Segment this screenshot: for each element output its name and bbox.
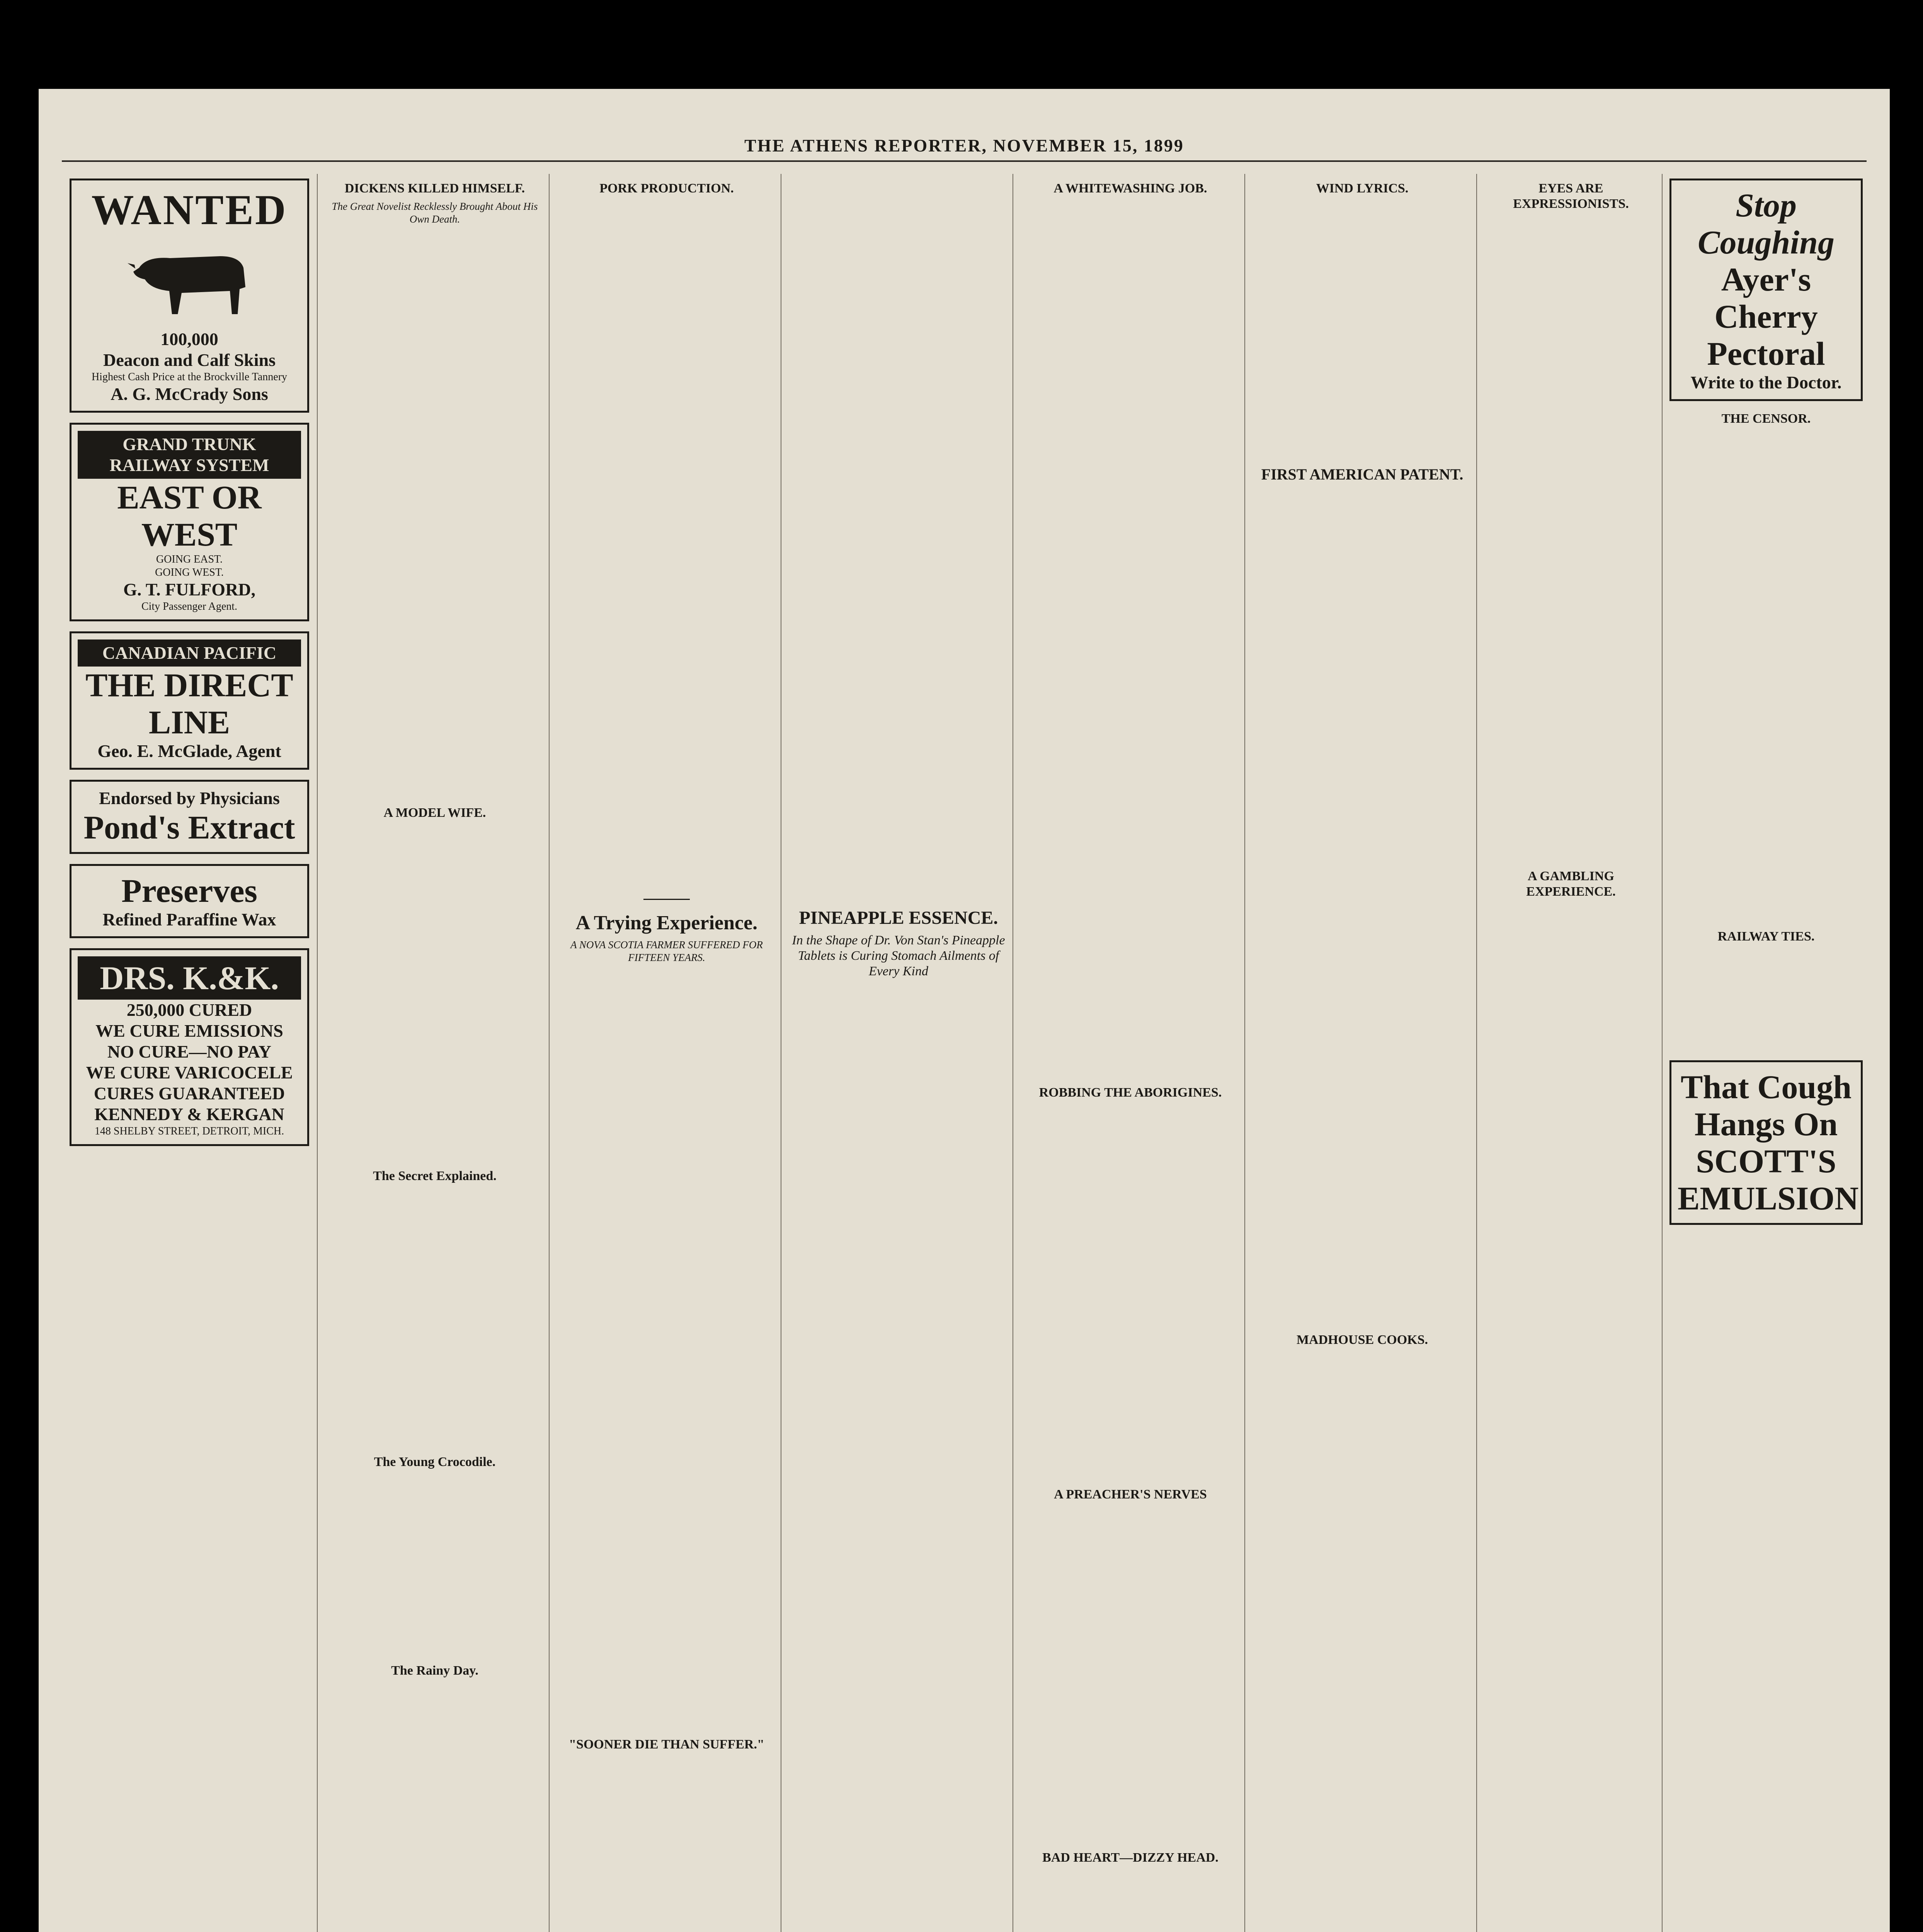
sooner-headline: "SOONER DIE THAN SUFFER.": [569, 1737, 764, 1752]
cough-title: That Cough Hangs On: [1680, 1068, 1852, 1143]
preserves-ad: [70, 864, 309, 938]
madhouse-headline: MADHOUSE COOKS.: [1296, 1333, 1428, 1347]
robbing-headline: ROBBING THE ABORIGINES.: [1039, 1085, 1222, 1100]
wanted-title: WANTED: [91, 186, 288, 233]
column-5: [1022, 174, 1239, 1932]
column-2: [327, 174, 543, 1932]
column-divider: [317, 174, 318, 1932]
masthead-rule: [62, 160, 1867, 162]
wanted-firm: A. G. McCrady Sons: [111, 384, 268, 404]
kk-emissions: WE CURE EMISSIONS: [95, 1021, 283, 1041]
column-7: [1486, 174, 1656, 1932]
cow-icon: [124, 241, 255, 318]
kk-firm: KENNEDY & KERGAN: [94, 1104, 284, 1124]
kk-varicocele: WE CURE VARICOCELE: [86, 1063, 293, 1082]
bad-heart-headline: BAD HEART—DIZZY HEAD.: [1042, 1850, 1218, 1865]
ayers-write: Write to the Doctor.: [1690, 372, 1842, 392]
column-6: [1254, 174, 1470, 1932]
cpr-agent: Geo. E. McGlade, Agent: [97, 741, 281, 761]
eyes-headline: EYES ARE EXPRESSIONISTS.: [1513, 181, 1629, 211]
scotts-ad: [1669, 1060, 1863, 1225]
gtr-going-east: GOING EAST.: [156, 553, 223, 565]
censor-headline: THE CENSOR.: [1721, 412, 1811, 426]
kk-title: DRS. K.&K.: [78, 956, 301, 1000]
stop-coughing-title: Stop Coughing: [1698, 187, 1835, 261]
newspaper-page: [39, 89, 1890, 1932]
preacher-headline: A PREACHER'S NERVES: [1054, 1487, 1207, 1502]
gtr-agent: G. T. FULFORD,: [123, 580, 256, 599]
paraffine-label: Refined Paraffine Wax: [102, 910, 276, 929]
cpr-name: CANADIAN PACIFIC: [78, 639, 301, 667]
trying-headline: A Trying Experience.: [575, 912, 758, 934]
secret-explained-headline: The Secret Explained.: [373, 1169, 497, 1183]
column-divider: [1662, 174, 1663, 1932]
ayers-title: Ayer's Cherry Pectoral: [1707, 261, 1825, 372]
column-ads-left: [70, 174, 309, 1932]
patent-headline: FIRST AMERICAN PATENT.: [1261, 466, 1464, 483]
trying-subhead: A NOVA SCOTIA FARMER SUFFERED FOR FIFTEEN YEARS.: [570, 939, 763, 963]
masthead: THE ATHENS REPORTER, NOVEMBER 15, 1899: [744, 136, 1184, 155]
railway-ties-headline: RAILWAY TIES.: [1717, 929, 1815, 944]
kk-ad: [70, 948, 309, 1146]
rainy-day-headline: The Rainy Day.: [391, 1663, 478, 1678]
young-crocodile-headline: The Young Crocodile.: [374, 1455, 496, 1469]
pork-headline: PORK PRODUCTION.: [599, 181, 734, 196]
column-ads-right: [1669, 174, 1863, 1932]
model-wife-headline: A MODEL WIFE.: [383, 806, 486, 820]
wind-lyrics-headline: WIND LYRICS.: [1316, 181, 1409, 196]
divider: [558, 892, 775, 905]
cpr-ad: [70, 631, 309, 770]
kk-no-cure: NO CURE—NO PAY: [107, 1042, 272, 1061]
column-3: [558, 174, 775, 1932]
kk-address: 148 SHELBY STREET, DETROIT, MICH.: [94, 1125, 284, 1137]
scotts-title: SCOTT'S EMULSION: [1678, 1143, 1859, 1217]
ponds-title: Pond's Extract: [83, 809, 295, 846]
cpr-headline: THE DIRECT LINE: [85, 667, 293, 741]
wanted-ad: [70, 179, 309, 413]
gtr-agent-title: City Passenger Agent.: [141, 600, 238, 612]
ponds-ad: [70, 780, 309, 854]
gtr-name: GRAND TRUNK RAILWAY SYSTEM: [78, 431, 301, 479]
dickens-subhead: The Great Novelist Recklessly Brought About His Own Death.: [332, 201, 538, 225]
wanted-note: Highest Cash Price at the Brockville Tannery: [91, 371, 288, 383]
column-divider: [1244, 174, 1245, 1932]
ayers-ad: [1669, 179, 1863, 401]
preserves-title: Preserves: [121, 872, 257, 909]
wanted-skins: Deacon and Calf Skins: [103, 350, 276, 370]
gtr-going-west: GOING WEST.: [155, 566, 224, 578]
pineapple-subhead: In the Shape of Dr. Von Stan's Pineapple Tablets is Curing Stomach Ailments of Every Kind: [792, 933, 1005, 978]
column-divider: [1476, 174, 1477, 1932]
whitewashing-headline: A WHITEWASHING JOB.: [1053, 181, 1207, 196]
dickens-headline: DICKENS KILLED HIMSELF.: [344, 181, 525, 196]
gtr-ad: [70, 423, 309, 621]
column-4: [790, 174, 1007, 1932]
gambling-headline: A GAMBLING EXPERIENCE.: [1526, 869, 1616, 899]
kk-guaranteed: CURES GUARANTEED: [94, 1083, 285, 1103]
wanted-count: 100,000: [160, 329, 218, 349]
column-divider: [549, 174, 550, 1932]
kk-cured: 250,000 CURED: [126, 1000, 252, 1020]
pineapple-headline: PINEAPPLE ESSENCE.: [799, 908, 998, 928]
spacer: [790, 174, 1007, 900]
gtr-headline: EAST OR WEST: [117, 479, 262, 553]
endorsed-title: Endorsed by Physicians: [99, 788, 280, 808]
